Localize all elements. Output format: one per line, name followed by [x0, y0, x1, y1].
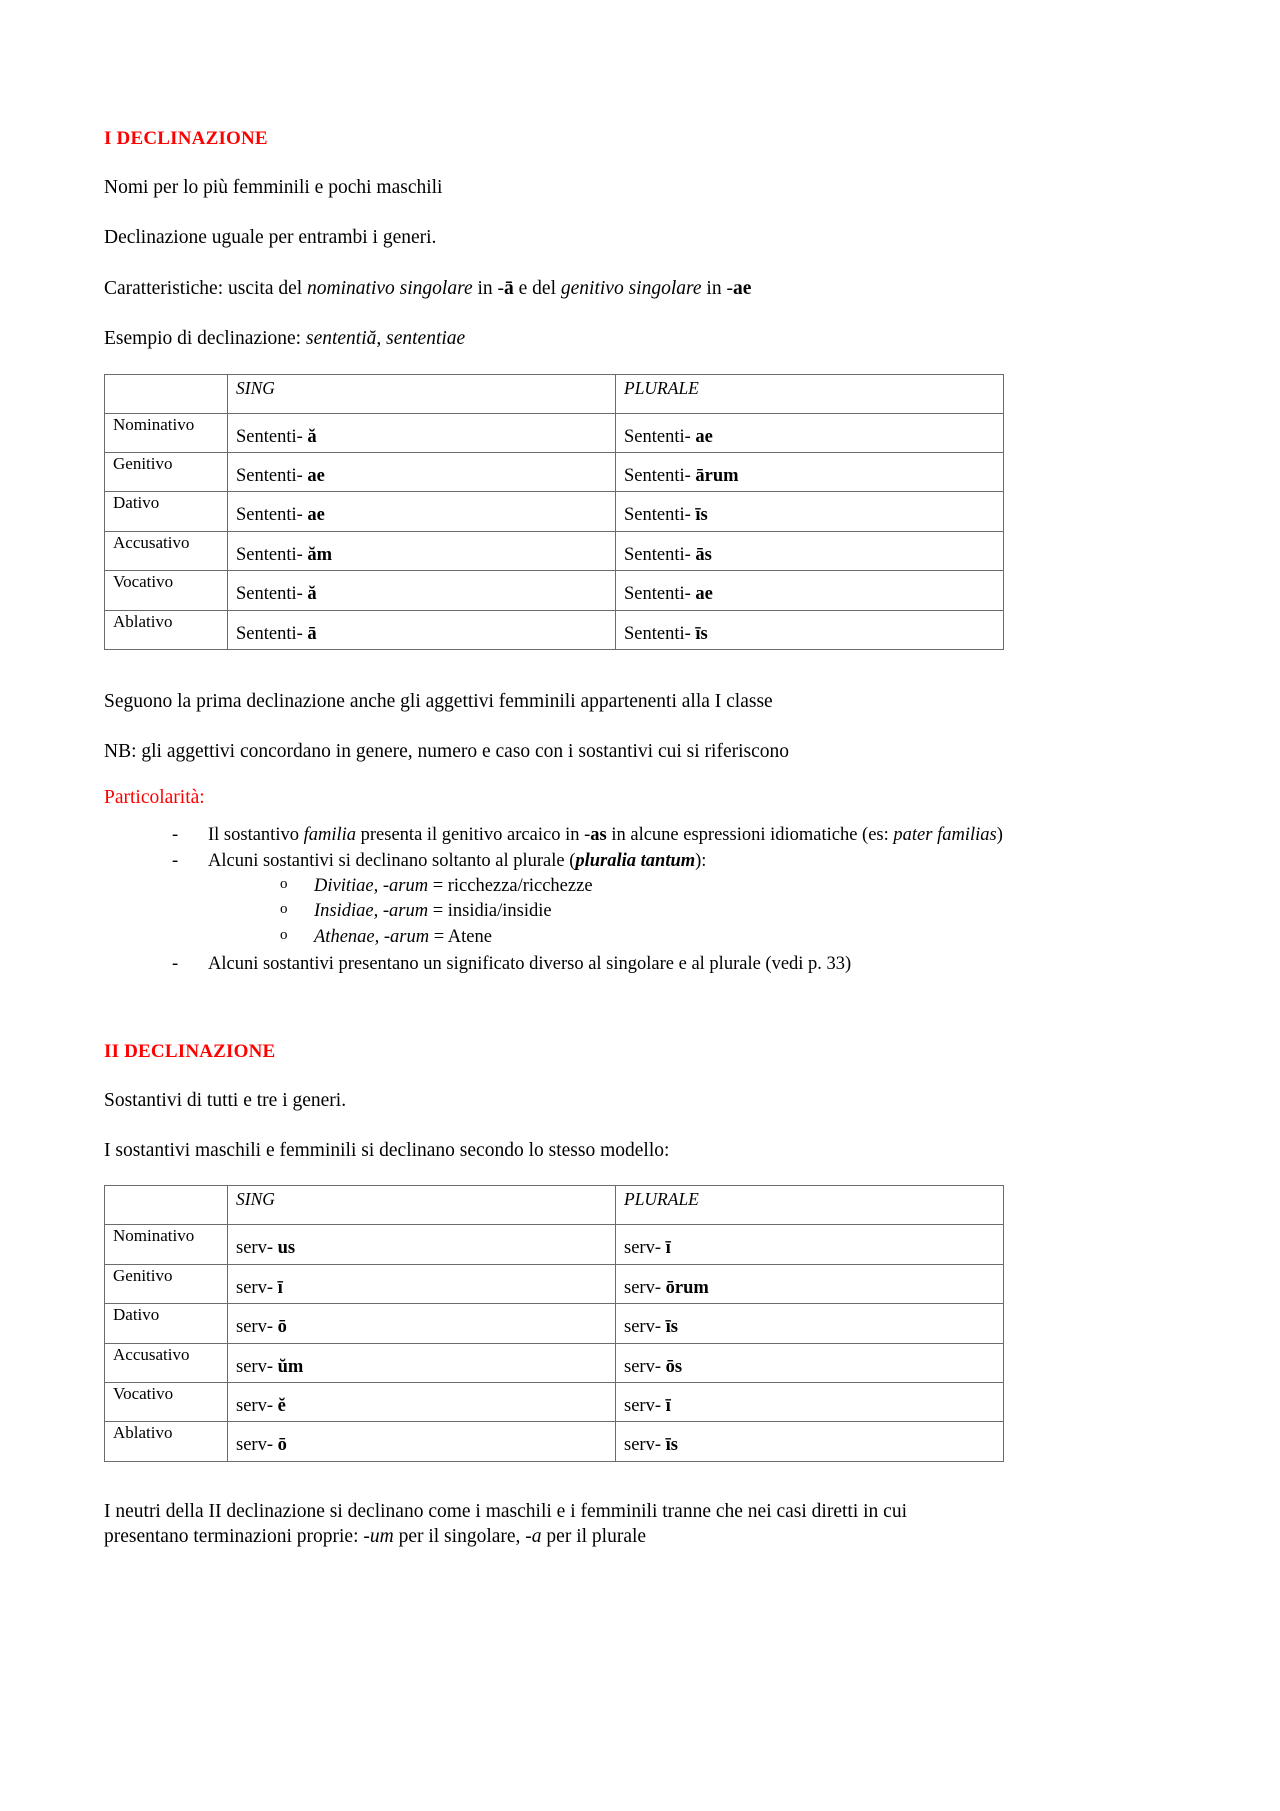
cell-plural	[616, 571, 1004, 610]
stem: Sententi-	[236, 505, 303, 526]
cell-singular	[228, 1343, 616, 1382]
paragraph-characteristics	[104, 277, 1160, 301]
stem: Sententi-	[236, 426, 303, 447]
ending: ī	[277, 1277, 283, 1298]
table-row	[105, 452, 1004, 491]
table-row	[105, 1422, 1004, 1461]
cell-plural	[616, 1225, 1004, 1264]
particularities-list	[104, 823, 1160, 977]
example-word: sententiă, sententiae	[305, 328, 466, 350]
cell-singular	[228, 413, 616, 452]
pluralia-lead: Alcuni sostantivi si declinano soltanto al plurale (	[208, 851, 576, 872]
section-heading-second-declension: II DECLINAZIONE	[104, 1040, 276, 1062]
header-cell-singular: SING	[228, 374, 616, 413]
cell-singular	[228, 531, 616, 570]
cell-case: Vocativo	[105, 1382, 228, 1421]
table-row	[105, 571, 1004, 610]
header-cell-plural: PLURALE	[616, 374, 1004, 413]
table-second-declension	[104, 1185, 1004, 1462]
stem: serv-	[624, 1238, 661, 1259]
table-row	[105, 1225, 1004, 1264]
ending: ăm	[307, 544, 333, 565]
ending: ĕ	[277, 1395, 286, 1416]
table-row	[105, 1304, 1004, 1343]
closing-mid: per il singolare,	[393, 1525, 526, 1547]
cell-singular	[228, 1225, 616, 1264]
cell-case: Accusativo	[105, 1343, 228, 1382]
ending: ō	[277, 1317, 287, 1338]
table-first-declension	[104, 374, 1004, 651]
header-cell-case	[105, 374, 228, 413]
section-heading-first-declension: I DECLINAZIONE	[104, 128, 268, 149]
cell-plural	[616, 452, 1004, 491]
list-item	[164, 849, 1160, 950]
cell-plural	[616, 1264, 1004, 1303]
stem: serv-	[236, 1277, 273, 1298]
ending: ō	[277, 1435, 287, 1456]
pluralia-tail: ):	[695, 851, 707, 872]
paragraph-example	[104, 327, 1160, 351]
cell-singular	[228, 1264, 616, 1303]
cell-plural	[616, 413, 1004, 452]
ending: ă	[307, 584, 317, 605]
paragraph-genders: Nomi per lo più femminili e pochi maschili	[104, 177, 443, 198]
list-item: - Alcuni sostantivi presentano un significato diverso al singolare e al plurale (vedi p. 33)	[164, 952, 1160, 976]
ending: ās	[695, 544, 712, 565]
characteristics-ending-ae: ae	[732, 277, 752, 299]
ending: ae	[695, 584, 713, 605]
stem: serv-	[236, 1395, 273, 1416]
cell-case: Vocativo	[105, 571, 228, 610]
ending: ŭm	[277, 1356, 304, 1377]
list-item	[274, 899, 1160, 925]
cell-plural	[616, 1304, 1004, 1343]
ending: īs	[695, 623, 708, 644]
example-separator: =	[428, 875, 448, 896]
cell-plural	[616, 492, 1004, 531]
example-gloss: ricchezza/ricchezze	[447, 875, 593, 896]
pluralia-tantum-term: pluralia tantum	[575, 851, 696, 872]
cell-singular	[228, 1422, 616, 1461]
table-row	[105, 1264, 1004, 1303]
characteristics-lead: Caratteristiche: uscita del	[104, 277, 308, 299]
header-cell-singular: SING	[228, 1186, 616, 1225]
cell-plural	[616, 531, 1004, 570]
familia-mid-1: presenta il genitivo arcaico in -	[356, 824, 591, 845]
cell-singular	[228, 1382, 616, 1421]
familia-word: familia	[303, 824, 357, 845]
spacer	[104, 650, 1160, 690]
characteristics-mid-1: in -	[472, 277, 505, 299]
stem: serv-	[624, 1317, 661, 1338]
stem: Sententi-	[624, 465, 691, 486]
ending: ī	[665, 1395, 671, 1416]
characteristics-italic-nominative: nominativo singolare	[307, 277, 473, 299]
ending: ī	[665, 1238, 671, 1259]
example-separator: =	[429, 926, 448, 947]
table-row	[105, 1382, 1004, 1421]
ending: īs	[695, 505, 708, 526]
subheading-particularities: Particolarità:	[104, 786, 205, 808]
stem: serv-	[236, 1317, 273, 1338]
example-term: Athenae, -arum	[314, 926, 430, 947]
ending: ōs	[665, 1356, 683, 1377]
header-cell-case	[105, 1186, 228, 1225]
paragraph-neuter-closing	[104, 1500, 984, 1550]
closing-lead: I neutri della II declinazione si declinano come i maschili e i femminili tranne che nei casi diretti in cui presentano terminazioni proprie:	[104, 1500, 907, 1547]
familia-mid-2: in alcune espressioni idiomatiche (es:	[606, 824, 894, 845]
characteristics-mid-2: e del	[513, 277, 561, 299]
characteristics-italic-genitive: genitivo singolare	[560, 277, 702, 299]
stem: serv-	[624, 1395, 661, 1416]
cell-case: Genitivo	[105, 1264, 228, 1303]
cell-case: Genitivo	[105, 452, 228, 491]
example-term: Divitiae, -arum	[314, 875, 429, 896]
ending: us	[277, 1238, 296, 1259]
ending: ă	[307, 426, 317, 447]
neuter-sing-ending: -um	[363, 1525, 394, 1547]
ending: ōrum	[665, 1277, 709, 1298]
ending: ae	[307, 465, 325, 486]
ending: ae	[307, 505, 325, 526]
stem: Sententi-	[236, 584, 303, 605]
familia-ending-as: as	[590, 824, 607, 845]
ending: ārum	[695, 465, 739, 486]
stem: serv-	[236, 1435, 273, 1456]
cell-singular	[228, 610, 616, 649]
example-gloss: Atene	[447, 926, 492, 947]
paragraph-adjectives: Seguono la prima declinazione anche gli aggettivi femminili appartenenti alla I classe	[104, 691, 773, 713]
table-row	[105, 413, 1004, 452]
example-term: Insidiae, -arum	[314, 901, 429, 922]
stem: Sententi-	[624, 426, 691, 447]
stem: Sententi-	[624, 584, 691, 605]
stem: Sententi-	[624, 505, 691, 526]
stem: Sententi-	[236, 465, 303, 486]
cell-case: Dativo	[105, 492, 228, 531]
cell-plural	[616, 1382, 1004, 1421]
cell-singular	[228, 452, 616, 491]
paragraph-same-declension: Declinazione uguale per entrambi i generi.	[104, 227, 437, 249]
stem: Sententi-	[624, 544, 691, 565]
cell-case: Ablativo	[105, 610, 228, 649]
header-cell-plural: PLURALE	[616, 1186, 1004, 1225]
table-header-row	[105, 374, 1004, 413]
pluralia-tantum-examples	[208, 874, 1160, 951]
table-row	[105, 610, 1004, 649]
table-row	[105, 531, 1004, 570]
ending: īs	[665, 1317, 678, 1338]
cell-case: Nominativo	[105, 413, 228, 452]
cell-case: Nominativo	[105, 1225, 228, 1264]
cell-singular	[228, 492, 616, 531]
stem: serv-	[236, 1356, 273, 1377]
pater-familias-phrase: pater familias	[893, 824, 997, 845]
cell-plural	[616, 1343, 1004, 1382]
closing-tail: per il plurale	[541, 1525, 647, 1547]
characteristics-ending-a: ā	[504, 277, 514, 299]
list-item	[274, 925, 1160, 951]
cell-singular	[228, 1304, 616, 1343]
familia-lead: Il sostantivo	[208, 824, 304, 845]
list-item	[164, 823, 1160, 847]
familia-tail: )	[996, 824, 1003, 845]
table-row	[105, 492, 1004, 531]
list-item	[274, 874, 1160, 900]
stem: serv-	[624, 1356, 661, 1377]
stem: serv-	[624, 1277, 661, 1298]
ending: ae	[695, 426, 713, 447]
neuter-plural-ending: -a	[525, 1525, 542, 1547]
stem: Sententi-	[236, 623, 303, 644]
table-row	[105, 1343, 1004, 1382]
paragraph-same-model: I sostantivi maschili e femminili si declinano secondo lo stesso modello:	[104, 1139, 670, 1161]
paragraph-three-genders: Sostantivi di tutti e tre i generi.	[104, 1089, 347, 1111]
ending: ā	[307, 623, 317, 644]
cell-plural	[616, 1422, 1004, 1461]
cell-singular	[228, 571, 616, 610]
stem: Sententi-	[624, 623, 691, 644]
example-lead: Esempio di declinazione:	[104, 328, 306, 350]
stem: Sententi-	[236, 544, 303, 565]
paragraph-nb: NB: gli aggettivi concordano in genere, numero e caso con i sostantivi cui si riferiscono	[104, 741, 790, 763]
example-separator: =	[428, 901, 448, 922]
ending: īs	[665, 1435, 678, 1456]
example-gloss: insidia/insidie	[447, 901, 552, 922]
stem: serv-	[236, 1238, 273, 1259]
stem: serv-	[624, 1435, 661, 1456]
table-header-row	[105, 1186, 1004, 1225]
cell-plural	[616, 610, 1004, 649]
characteristics-mid-3: in -	[701, 277, 733, 299]
cell-case: Ablativo	[105, 1422, 228, 1461]
cell-case: Dativo	[105, 1304, 228, 1343]
cell-case: Accusativo	[105, 531, 228, 570]
